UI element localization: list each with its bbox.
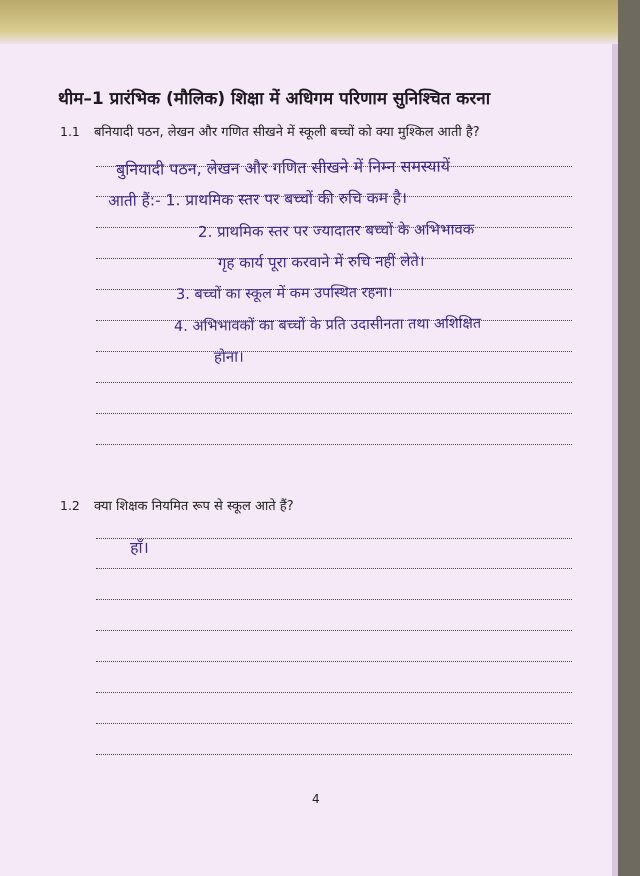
answer-line	[96, 413, 572, 414]
handwritten-answer-line: गृह कार्य पूरा करवाने में रुचि नहीं लेते।	[217, 251, 425, 272]
question-text: क्या शिक्षक नियमित रूप से स्कूल आते हैं?	[94, 499, 294, 514]
answer-line	[96, 692, 572, 693]
page-title: थीम–1 प्रारंभिक (मौलिक) शिक्षा में अधिगम परिणाम सुनिश्चित करना	[58, 89, 491, 109]
handwritten-answer-line: होना।	[213, 347, 244, 366]
question-number: 1.1	[60, 124, 80, 139]
answer-line	[96, 723, 572, 724]
answer-line	[96, 538, 572, 539]
handwritten-answer-line: हाँ।	[129, 537, 149, 557]
question-text: बनियादी पठन, लेखन और गणित सीखने में स्कूली बच्चों को क्या मुश्किल आती है?	[94, 125, 480, 140]
handwritten-answer-line: बुनियादी पठन, लेखन और गणित सीखने में निम्न समस्यायें	[115, 156, 451, 179]
answer-line	[96, 754, 572, 755]
answer-line	[96, 630, 572, 631]
handwritten-answer-line: 2. प्राथमिक स्तर पर ज्यादातर बच्चों के अभिभावक	[197, 220, 475, 241]
page-top-band	[0, 0, 618, 44]
answer-line	[96, 382, 572, 383]
handwritten-answer-line: आती हैं:- 1. प्राथमिक स्तर पर बच्चों की रुचि कम है।	[107, 188, 408, 210]
answer-line	[96, 661, 572, 662]
answer-line	[96, 599, 572, 600]
answer-line	[96, 351, 572, 352]
handwritten-answer-line: 3. बच्चों का स्कूल में कम उपस्थित रहना।	[175, 284, 393, 303]
answer-line	[96, 444, 572, 445]
handwritten-answer-line: 4. अभिभावकों का बच्चों के प्रति उदासीनता तथा अशिक्षित	[173, 315, 482, 335]
page-number: 4	[312, 792, 320, 806]
question-number: 1.2	[60, 498, 80, 513]
answer-line	[96, 568, 572, 569]
